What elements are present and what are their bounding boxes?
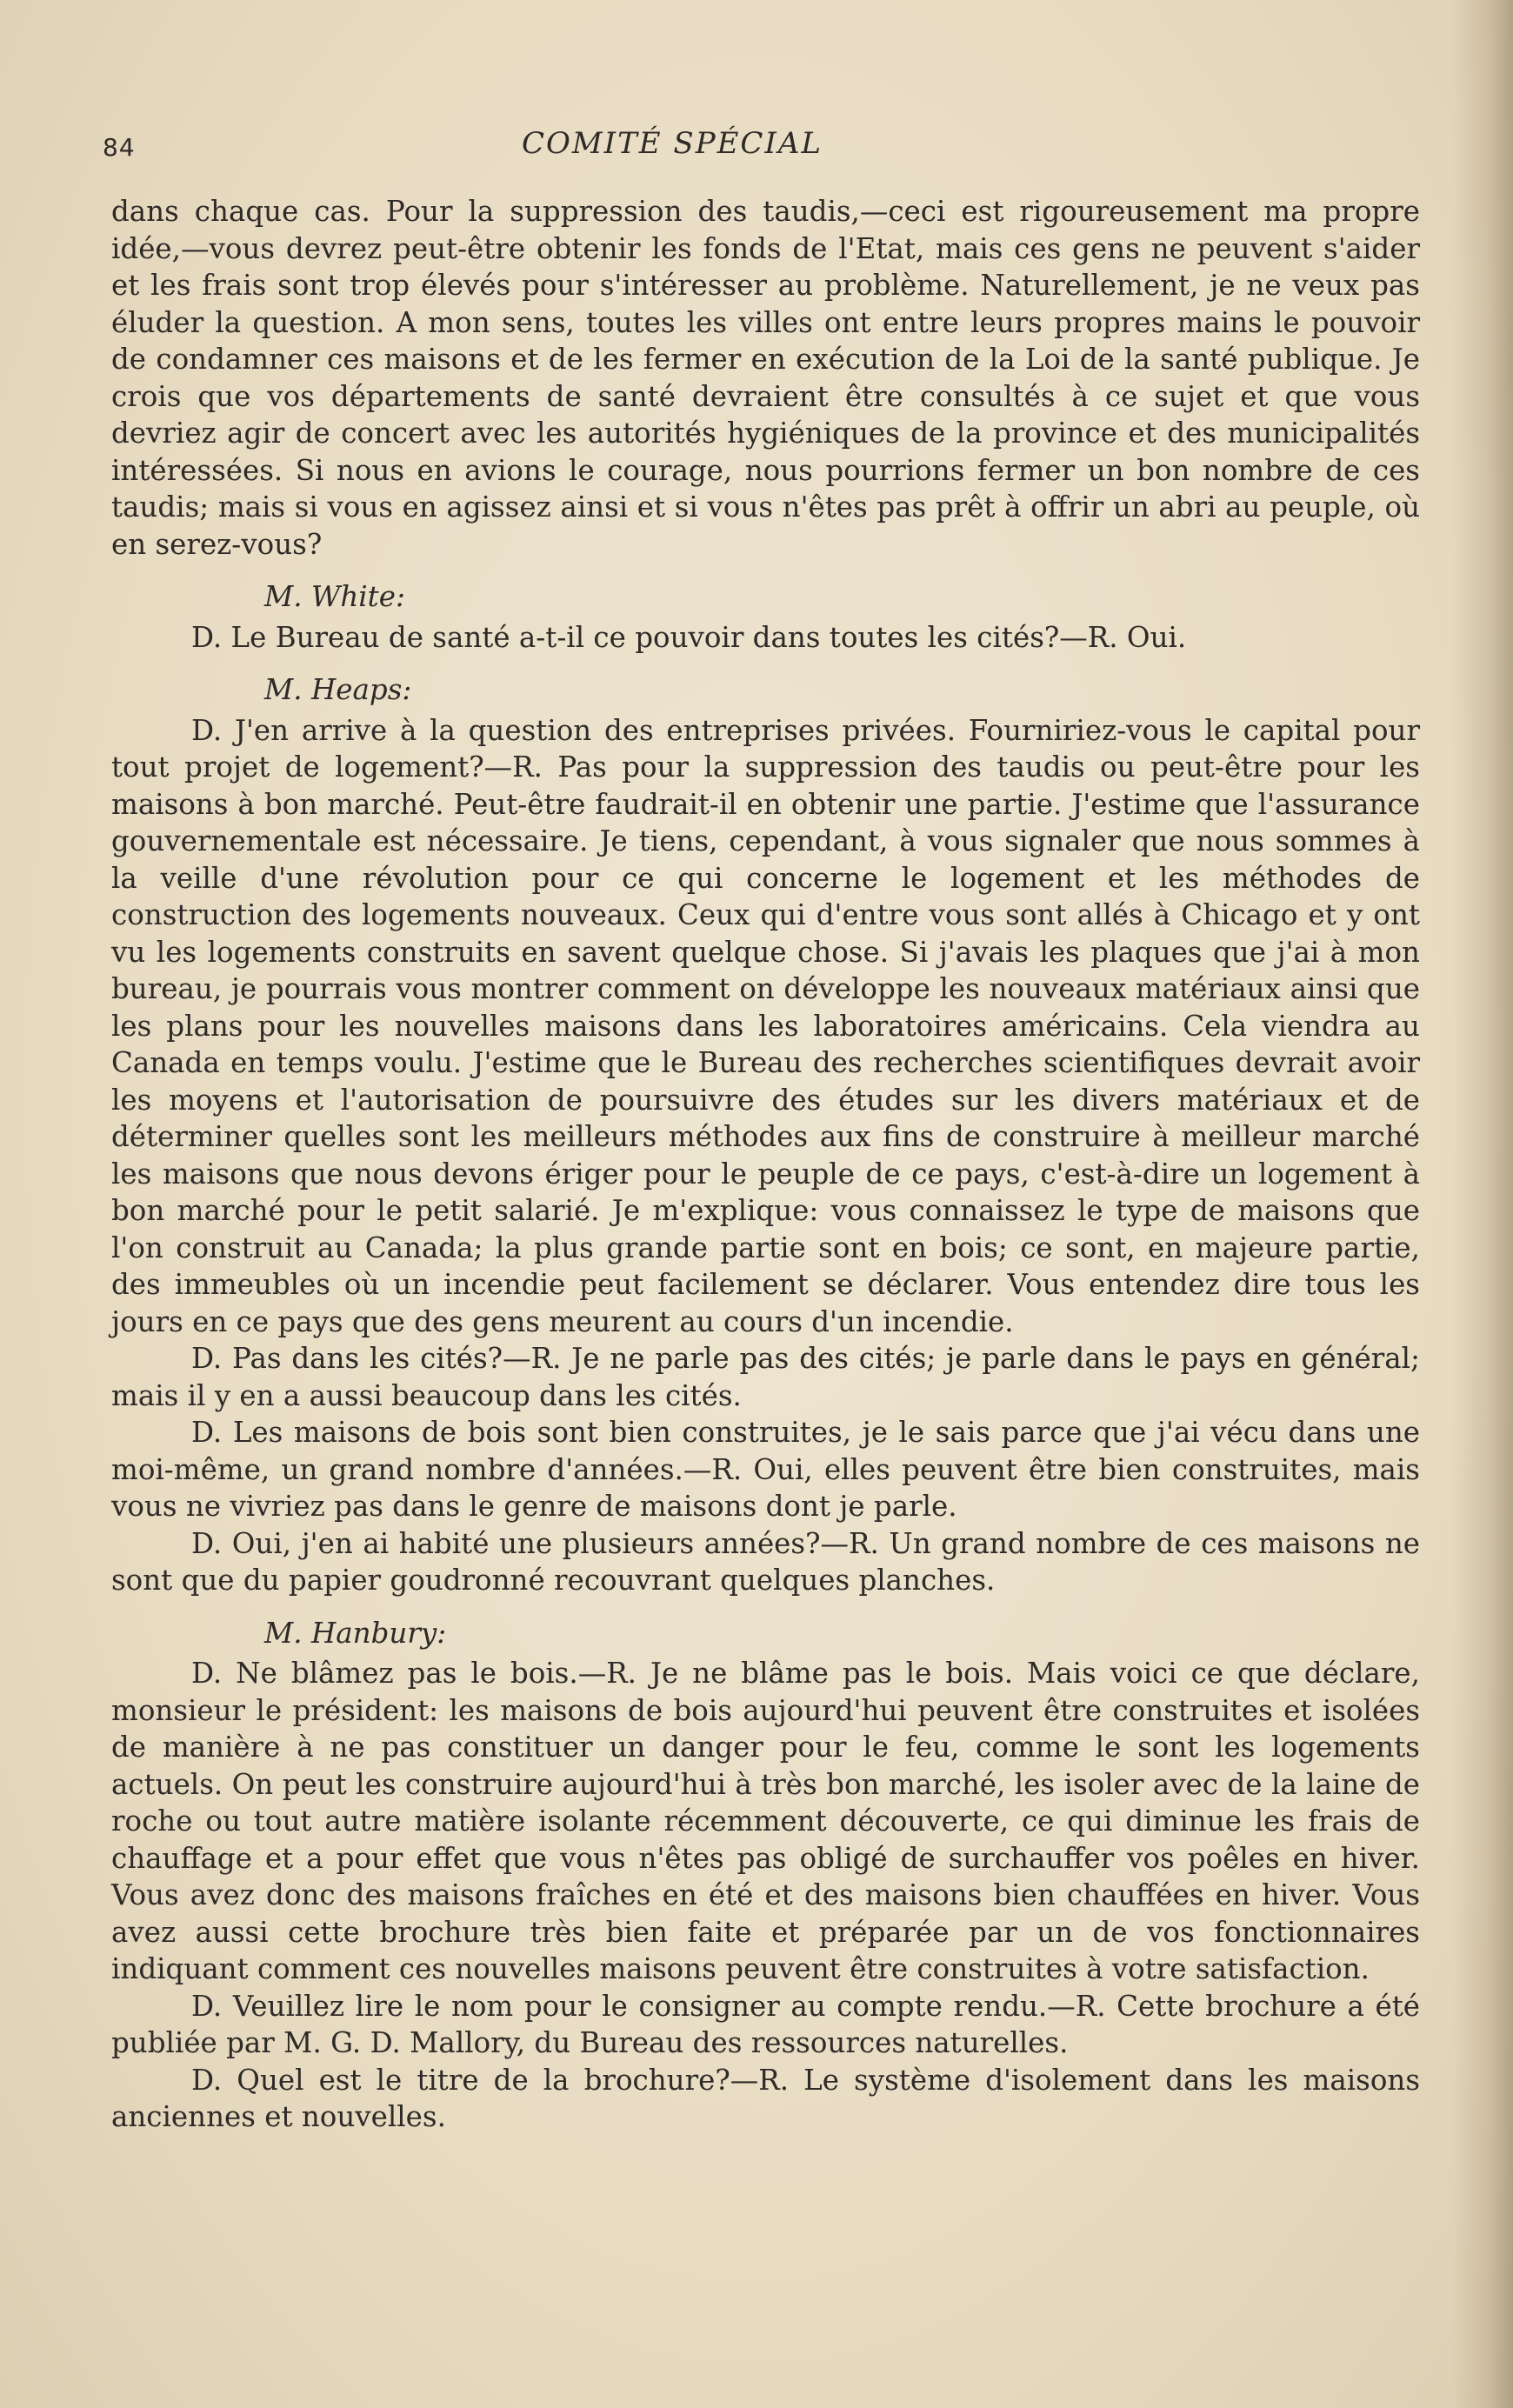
paragraph-7: D. Ne blâmez pas le bois.—R. Je ne blâme pas le bois. Mais voici ce que déclare, monsieur le président: les maisons de bois aujourd'hui peuvent être construites et isolées de manière à ne pas constituer un danger pour le feu, comme le sont les logements actuels. On peut les construire aujourd'hui à très bon marché, les isoler avec de la laine de roche ou tout autre matière isolante récemment découverte, ce qui diminue les frais de chauffage et a pour effet que vous n'êtes pas obligé de surchauffer vos poêles en hiver. Vous avez donc des maisons fraîches en été et des maisons bien chauffées en hiver. Vous avez aussi cette brochure très bien faite et préparée par un de vos fonctionnaires indiquant comment ces nouvelles maisons peuvent être construites à votre satisfaction. (111, 1657, 1420, 1985)
paragraph-5: D. Les maisons de bois sont bien construites, je le sais parce que j'ai vécu dans une moi-même, un grand nombre d'années.—R. Oui, elles peuvent être bien construites, mais vous ne vivriez pas dans le genre de maisons dont je parle. (111, 1416, 1420, 1523)
paragraph-1: dans chaque cas. Pour la suppression des taudis,—ceci est rigoureusement ma propre idée,—vous devrez peut-être obtenir les fonds de l'Etat, mais ces gens ne peuvent s'aider et les frais sont trop élevés pour s'intéresser au problème. Naturellement, je ne veux pas éluder la question. A mon sens, toutes les villes ont entre leurs propres mains le pouvoir de condamner ces maisons et de les fermer en exécution de la Loi de la santé publique. Je crois que vos départements de santé devraient être consultés à ce sujet et que vous devriez agir de concert avec les autorités hygiéniques de la province et des municipalités intéressées. Si nous en avions le courage, nous pourrions fermer un bon nombre de ces taudis; mais si vous en agissez ainsi et si vous n'êtes pas prêt à offrir un abri au peuple, où en serez-vous? (111, 195, 1420, 561)
paragraph-6: D. Oui, j'en ai habité une plusieurs années?—R. Un grand nombre de ces maisons ne sont que du papier goudronné recouvrant quelques planches. (111, 1526, 1420, 1597)
paragraph-2: D. Le Bureau de santé a-t-il ce pouvoir dans toutes les cités?—R. Oui. (191, 620, 1187, 654)
paragraph-3: D. J'en arrive à la question des entreprises privées. Fourniriez-vous le capital pour tout projet de logement?—R. Pas pour la suppression des taudis ou peut-être pour les maisons à bon marché. Peut-être faudrait-il en obtenir une partie. J'estime que l'assurance gouvernementale est nécessaire. Je tiens, cependant, à vous signaler que nous sommes à la veille d'une révolution pour ce qui concerne le logement et les méthodes de construction des logements nouveaux. Ceux qui d'entre vous sont allés à Chicago et y ont vu les logements construits en savent quelque chose. Si j'avais les plaques que j'ai à mon bureau, je pourrais vous montrer comment on développe les nouveaux matériaux ainsi que les plans pour les nouvelles maisons dans les laboratoires américains. Cela viendra au Canada en temps voulu. J'estime que le Bureau des recherches scientifiques devrait avoir les moyens et l'autorisation de poursuivre des études sur les divers matériaux et de déterminer quelles sont les meilleurs méthodes aux fins de construire à meilleur marché les maisons que nous devons ériger pour le peuple de ce pays, c'est-à-dire un logement à bon marché pour le petit salarié. Je m'explique: vous connaissez le type de maisons que l'on construit au Canada; la plus grande partie sont en bois; ce sont, en majeure partie, des immeubles où un incendie peut facilement se déclarer. Vous entendez dire tous les jours en ce pays que des gens meurent au cours d'un incendie. (111, 713, 1420, 1338)
page-number: 84 (103, 133, 136, 162)
speaker-hanbury: M. Hanbury: (264, 1616, 447, 1650)
paragraph-4: D. Pas dans les cités?—R. Je ne parle pas des cités; je parle dans le pays en général; mais il y en a aussi beaucoup dans les cités. (111, 1342, 1420, 1412)
paragraph-8: D. Veuillez lire le nom pour le consigner au compte rendu.—R. Cette brochure a été publiée par M. G. D. Mallory, du Bureau des ressources naturelles. (111, 1989, 1420, 2059)
running-head: COMITÉ SPÉCIAL (521, 126, 823, 161)
page-edge-shadow (1452, 0, 1513, 2408)
page-header (103, 126, 1416, 170)
speaker-white: M. White: (264, 580, 405, 613)
paragraph-9: D. Quel est le titre de la brochure?—R. Le système d'isolement dans les maisons anciennes et nouvelles. (111, 2063, 1420, 2133)
body-text (111, 193, 1420, 2136)
speaker-heaps: M. Heaps: (264, 673, 412, 706)
